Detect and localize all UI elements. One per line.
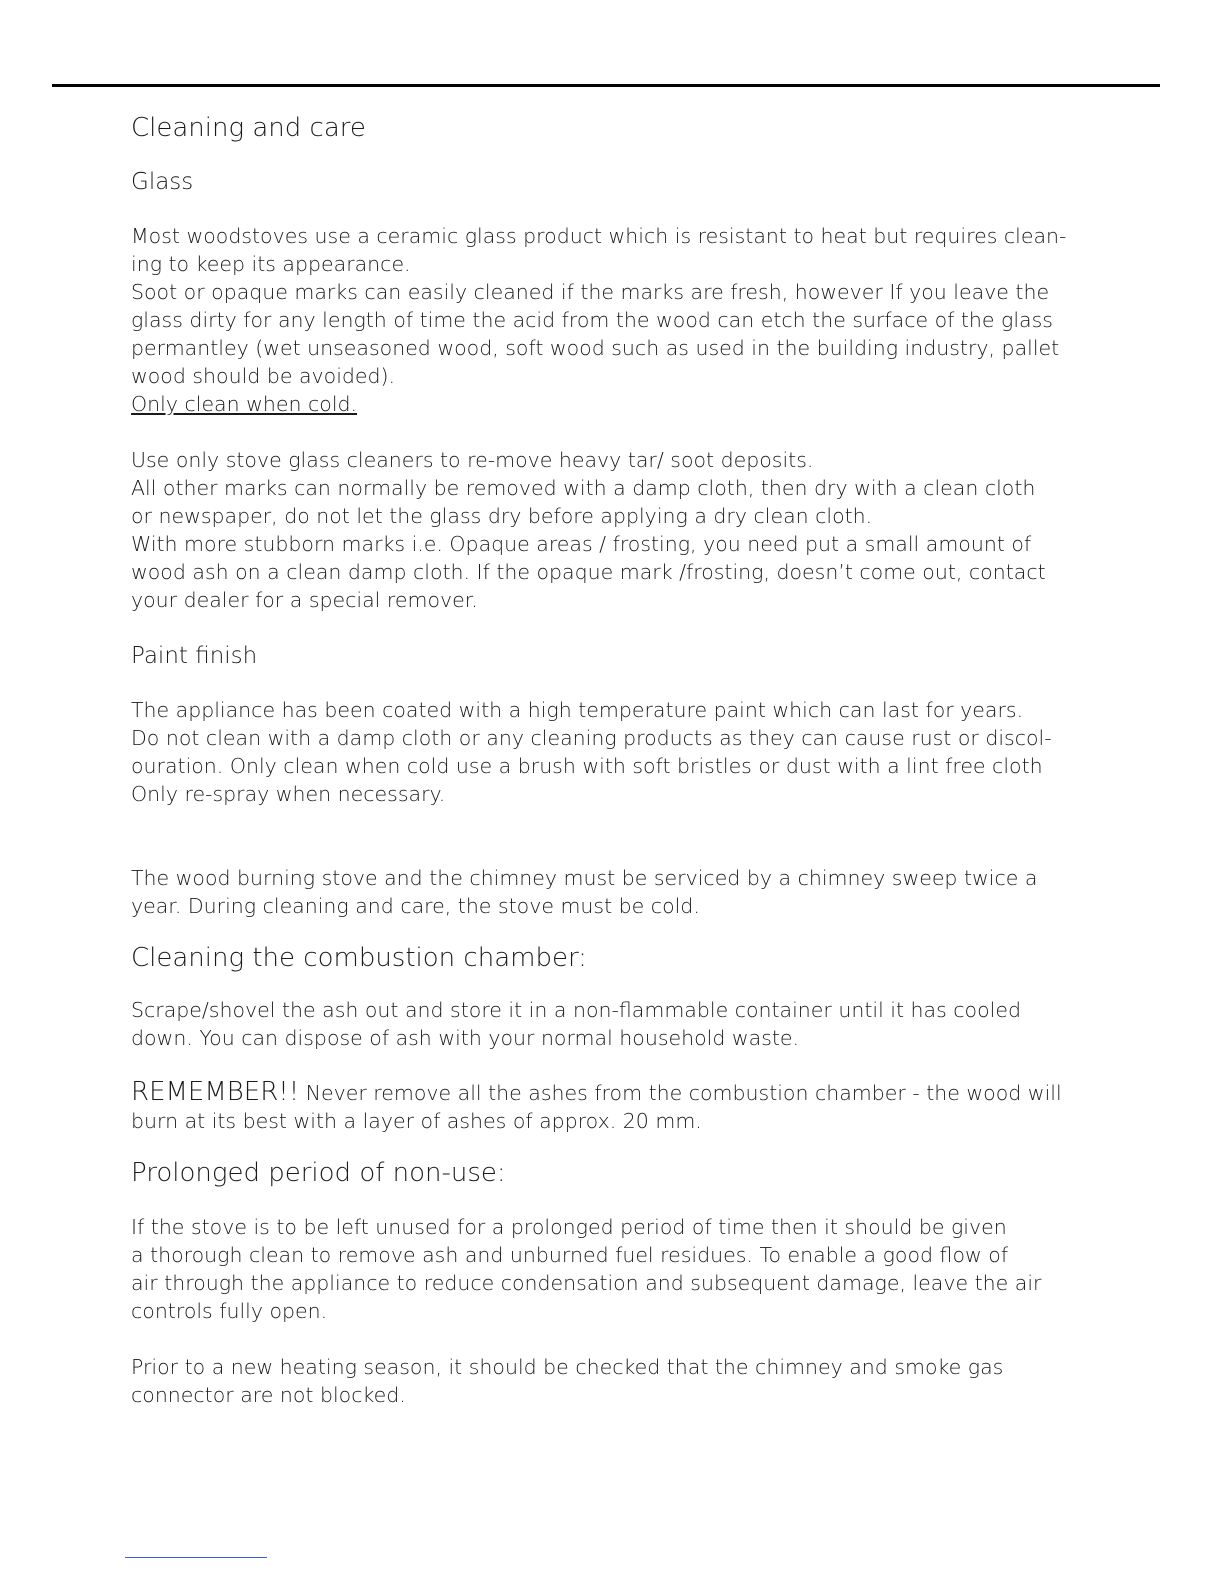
- text-line: Do not clean with a damp cloth or any cleaning products as they can cause rust or discol-: [131, 726, 1052, 750]
- text-line: ing to keep its appearance.: [131, 252, 411, 276]
- text-line: All other marks can normally be removed with a damp cloth, then dry with a clean cloth: [131, 476, 1036, 500]
- text-line: With more stubborn marks i.e. Opaque areas / frosting, you need put a small amount of: [131, 532, 1032, 556]
- remember-label: REMEMBER!!: [131, 1077, 300, 1107]
- prolonged-paragraph-2: [131, 1353, 1121, 1409]
- heading-paint-finish: Paint finish: [131, 643, 258, 669]
- text-line: permantley (wet unseasoned wood, soft wood such as used in the building industry, pallet: [131, 336, 1060, 360]
- text-line: wood should be avoided).: [131, 364, 396, 388]
- text-line: a thorough clean to remove ash and unburned fuel residues. To enable a good flow of: [131, 1243, 1009, 1267]
- text-line: The wood burning stove and the chimney must be serviced by a chimney sweep twice a: [131, 866, 1038, 890]
- text-line: Only re-spray when necessary.: [131, 782, 446, 806]
- heading-prolonged: Prolonged period of non-use:: [131, 1158, 506, 1188]
- text-line: or newspaper, do not let the glass dry before applying a dry clean cloth.: [131, 504, 873, 528]
- text-line: Scrape/shovel the ash out and store it in a non-flammable container until it has cooled: [131, 998, 1021, 1022]
- remember-text: Never remove all the ashes from the combustion chamber - the wood will: [299, 1081, 1062, 1105]
- text-line: ouration. Only clean when cold use a brush with soft bristles or dust with a lint free cloth: [131, 754, 1043, 778]
- text-line: [131, 1078, 1121, 1107]
- prolonged-paragraph-1: [131, 1213, 1121, 1325]
- text-line: air through the appliance to reduce condensation and subsequent damage, leave the air: [131, 1271, 1042, 1295]
- text-line: burn at its best with a layer of ashes of approx. 20 mm.: [131, 1109, 702, 1133]
- underlined-note: Only clean when cold.: [131, 392, 358, 416]
- heading-glass: Glass: [131, 169, 194, 195]
- text-line: glass dirty for any length of time the acid from the wood can etch the surface of the glass: [131, 308, 1053, 332]
- remember-paragraph: [131, 1078, 1121, 1135]
- text-line: connector are not blocked.: [131, 1383, 406, 1407]
- page-content: [131, 110, 1121, 1409]
- footer-rule: [125, 1557, 267, 1558]
- text-line: Use only stove glass cleaners to re-move heavy tar/ soot deposits.: [131, 448, 814, 472]
- text-line: down. You can dispose of ash with your normal household waste.: [131, 1026, 800, 1050]
- text-line: Soot or opaque marks can easily cleaned if the marks are fresh, however If you leave the: [131, 280, 1050, 304]
- paint-paragraph: [131, 696, 1121, 808]
- heading-combustion-chamber: Cleaning the combustion chamber:: [131, 943, 587, 973]
- top-rule: [52, 84, 1160, 87]
- glass-paragraph-2: [131, 446, 1121, 614]
- text-line: Most woodstoves use a ceramic glass product which is resistant to heat but requires clean-: [131, 224, 1067, 248]
- glass-paragraph-1: [131, 222, 1121, 418]
- service-paragraph: [131, 864, 1121, 920]
- text-line: wood ash on a clean damp cloth. If the opaque mark /frosting, doesn’t come out, contact: [131, 560, 1046, 584]
- text-line: controls fully open.: [131, 1299, 328, 1323]
- text-line: If the stove is to be left unused for a prolonged period of time then it should be given: [131, 1215, 1007, 1239]
- text-line: year. During cleaning and care, the stove must be cold.: [131, 894, 700, 918]
- combustion-paragraph: [131, 996, 1121, 1052]
- text-line: Prior to a new heating season, it should be checked that the chimney and smoke gas: [131, 1355, 1004, 1379]
- text-line: your dealer for a special remover.: [131, 588, 478, 612]
- heading-cleaning-and-care: Cleaning and care: [131, 113, 366, 143]
- text-line: The appliance has been coated with a high temperature paint which can last for years.: [131, 698, 1024, 722]
